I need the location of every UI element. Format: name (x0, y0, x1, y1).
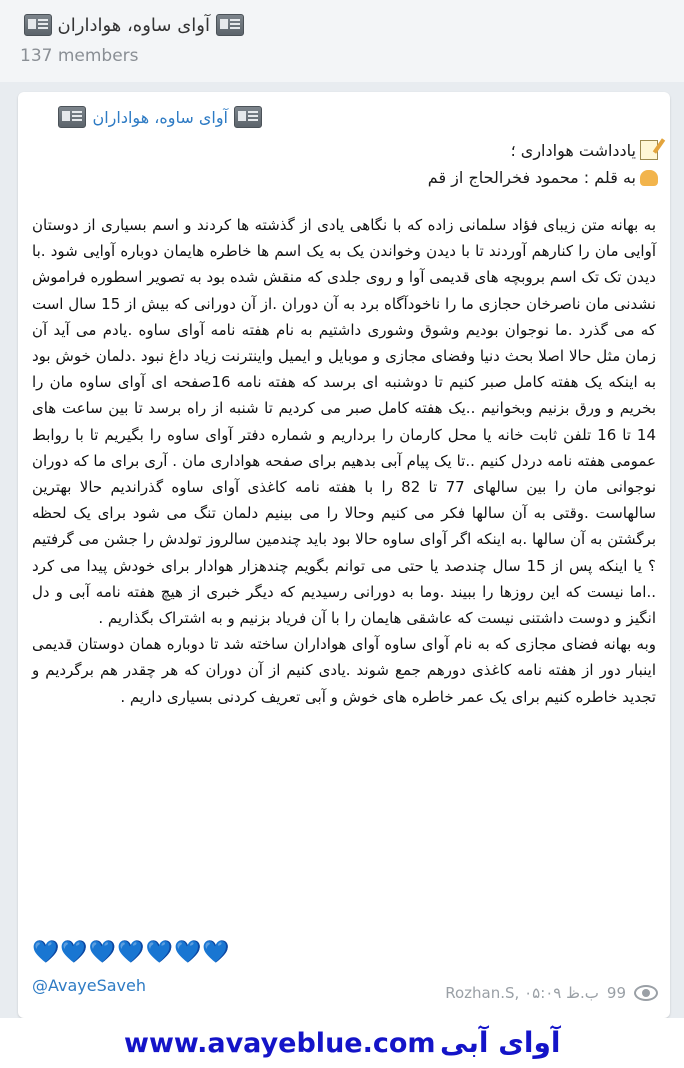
post-signature: Rozhan.S, ۰۵:۰۹ ب.ظ (445, 984, 599, 1002)
newspaper-icon (24, 14, 52, 36)
channel-handle-link[interactable]: @AvayeSaveh (32, 976, 147, 995)
post-paragraph: به بهانه متن زیبای فؤاد سلمانی زاده که با نگاهی یادی از گذشته ها کردند و اسم بسیاری از دوستان آوایی مان را کنارهم آوردند تا با دیدن وخواندن یک به یک اسم ها خاطره هایمان دوباره آوایی شود .با دیدن تک تک اسم بروبچه های قدیمی آوا و روی جلدی که منقش شده بود به تصویر اسطوره فراموش نشدنی مان ناصرخان حجازی ما را ناخودآگاه برد به آن دوران .از آن دورانی که بیش از 15 سال است که می گذرد .ما نوجوان بودیم وشوق وشوری داشتیم به نام هفته نامه آوای ساوه .یادم می آید آن زمان مثل حالا اصلا بحث دنیا وفضای مجازی و موبایل و ایمیل واینترنت زیاد داغ نبود .دلمان خوش بود به اینکه یک هفته کامل صبر کنیم تا دوشنبه ای برسد که هفته نامه 16صفحه ای آوای ساوه مان را بخریم و ورق بزنیم وبخوانیم ..یک هفته کامل صبر می کردیم تا شنبه از راه برسد تا بین ساعت های 14 تا 16 تلفن ثابت خانه یا محل کارمان را برداریم و شماره دفتر آوای ساوه را بگیریم تا با روابط عمومی هفته نامه دردل کنیم ..تا یک پیام آبی بدهیم برای صفحه هواداری مان . آری برای ما که دوران نوجوانی مان را بین سالهای 77 تا 82 را با هفته نامه کاغذی آوای ساوه گذراندیم حالا بهترین سالهاست .وقتی به آن سالها فکر می کنیم وحالا را می بینیم دلمان تنگ می شود برای یک لحظه برگشتن به آن سالها .به اینکه اگر آوای ساوه حالا بود باید چندمین سالروز تولدش را جشن می گرفتیم ؟ یا اینکه پس از 15 سال چندصد یا حتی می توانم بگویم چندهزار هوادار برای خودش پیدا می کرد ..اما نیست که این روزها را ببیند .وما به دورانی رسیدیم که دیگر خبری از هیچ هفته نامه آبی و دل انگیز و دوست داشتنی نیست که عاشقی هایمان را با آن فریاد بزنیم و به اشتراک بگذاریم . (32, 216, 656, 628)
writing-hand-icon (640, 170, 658, 186)
site-name: آوای آبی (440, 1026, 561, 1059)
post-paragraph: وبه بهانه فضای مجازی که به نام آوای ساوه آوای هواداران ساخته شد تا دوباره همان دوستان قدیمی اینبار دور از هفته نامه کاغذی دورهم جمع شوند .یادی کنیم از آن دوران که هر چقدر هم برگردیم و تجدید خاطره کنیم برای یک عمر خاطره های خوش و آبی تعریف کردنی بسیاری داریم . (32, 635, 656, 706)
sender-name: آوای ساوه، هواداران (92, 107, 228, 127)
eye-icon (634, 985, 658, 1001)
newspaper-icon (216, 14, 244, 36)
post-author-text: به قلم : محمود فخرالحاج از قم (427, 168, 636, 187)
post-author (428, 168, 658, 187)
newspaper-icon (58, 106, 86, 128)
chat-header (0, 0, 684, 82)
site-url: www.avayeblue.com (124, 1028, 436, 1059)
post-heading (511, 140, 658, 160)
member-count: 137 members (20, 46, 139, 66)
post-body (32, 212, 656, 710)
channel-title-text: آوای ساوه، هواداران (57, 14, 210, 36)
channel-title[interactable] (24, 14, 244, 36)
message-sender[interactable] (58, 106, 262, 128)
message-bubble (18, 92, 670, 1018)
site-banner (0, 1018, 684, 1068)
view-count: 99 (606, 984, 626, 1002)
memo-icon (640, 140, 658, 160)
newspaper-icon (234, 106, 262, 128)
post-heading-text: یادداشت هواداری ؛ (510, 140, 636, 160)
message-meta (445, 984, 658, 1002)
blue-hearts: 💙💙💙💙💙💙💙 (32, 940, 231, 965)
